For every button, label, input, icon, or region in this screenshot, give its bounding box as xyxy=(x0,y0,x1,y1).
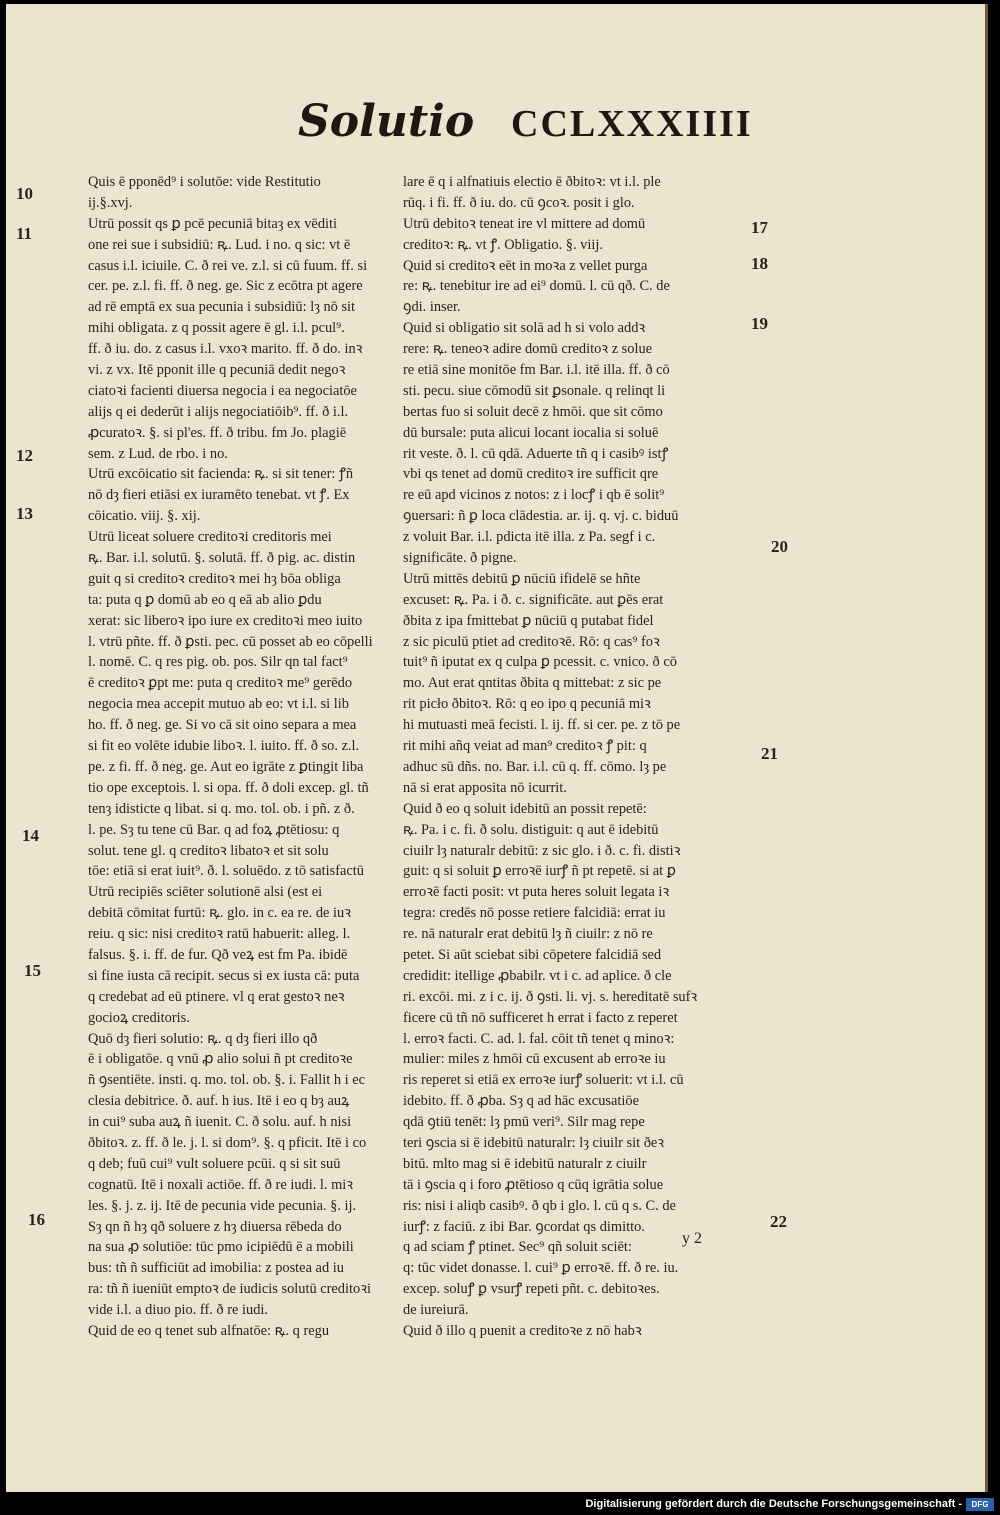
margin-number: 19 xyxy=(751,314,768,333)
text-line: vi. z vx. Itē pponit ille q pecuniā dedit negoꝛ xyxy=(88,362,346,379)
text-line: re etiā sine monitōe fm Bar. i.l. itē illa. ff. ð cō xyxy=(403,362,670,379)
text-line: lare ē q i alfnatiuis electio ē ðbitoꝛ: vt i.l. ple xyxy=(403,174,661,190)
right-text-column xyxy=(403,172,740,1342)
text-line: ad rē emptā ex sua pecunia i subsidiū: lȝ nō sit xyxy=(88,299,356,316)
margin-number: 10 xyxy=(16,184,33,203)
text-line: Quid si creditoꝛ eēt in moꝛa z vellet purga xyxy=(403,257,648,274)
text-line: rūq. i fi. ff. ð iu. do. cū ꝯcoꝛ. posit i glo. xyxy=(403,194,635,211)
text-line: l. nomē. C. q res pig. ob. pos. Silr qn tal fact⁹ xyxy=(88,654,348,671)
text-line: ris: nisi i aliqb casibꝰ. ð qb i glo. l. cū q s. C. de xyxy=(403,1197,676,1214)
text-line: idebito. ff. ð ꝓba. Sȝ q ad hāc excusatiōe xyxy=(403,1093,639,1110)
margin-number: 16 xyxy=(28,1210,45,1229)
margin-number: 21 xyxy=(761,744,778,763)
text-line: de iureiurā. xyxy=(403,1302,469,1319)
text-line: adhuc sū dñs. no. Bar. i.l. cū q. ff. cōmo. lȝ pe xyxy=(403,758,667,775)
folio-number: CCLXXXIIII xyxy=(511,103,753,145)
text-line: les. §. j. z. ij. Itē de pecunia vide pecunia. §. ij. xyxy=(88,1197,357,1214)
text-line: iurꝭ: z faciū. z ibi Bar. ꝯcordat qs dimitto. xyxy=(403,1218,645,1235)
text-line: ris reperet si etiā ex erroꝛe iurꝭ soluerit: vt i.l. cū xyxy=(403,1072,684,1089)
text-line: excuset: ꝶ. Pa. i ð. c. significāte. aut ꝑēs erat xyxy=(403,591,664,608)
left-text-column xyxy=(88,172,388,1342)
text-line: dū bursale: puta alicui locant iocalia si soluē xyxy=(403,424,659,441)
text-line: Utrū liceat soluere creditoꝛi creditoris mei xyxy=(88,529,332,546)
text-line: qdā ꝯtiū tenēt: lȝ pmū veri⁹. Silr mag repe xyxy=(403,1114,645,1131)
text-line: ðbitoꝛ. z. ff. ð le. j. l. si dom⁹. §. q pficit. Itē i co xyxy=(88,1134,367,1151)
text-line: casus i.l. iciuile. C. ð rei ve. z.l. si cū fuum. ff. si xyxy=(88,257,368,274)
text-line: ciuilr lȝ naturalr debitū: z sic glo. i ð. c. fi. distiꝛ xyxy=(403,842,681,859)
text-line: re: ꝶ. tenebitur ire ad ei⁹ domū. l. cū qð. C. de xyxy=(403,278,670,295)
text-line: falsus. §. i. ff. de fur. Qð veꝝ est fm Pa. ibidē xyxy=(88,946,348,963)
text-line: ficere cū tñ nō sufficeret h errat i facto z reperet xyxy=(403,1009,678,1026)
text-line: creditoꝛ: ꝶ. vt ꝭ. Obligatio. §. viij. xyxy=(403,236,603,253)
dfg-logo-icon: DFG xyxy=(966,1498,994,1511)
text-line: ff. ð iu. do. z casus i.l. vxoꝛ marito. ff. ð do. inꝛ xyxy=(88,341,363,358)
text-line: Utrū possit qs ꝑ pcē pecuniā bitaȝ ex vēditi xyxy=(88,215,338,232)
text-line: q ad sciam ꝭ ptinet. Sec⁹ qñ soluit sciēt: xyxy=(403,1239,632,1256)
text-line: debitā cōmitat furtū: ꝶ. glo. in c. ea re. de iuꝛ xyxy=(88,905,352,922)
text-line: nā si erat apposita nō icurrit. xyxy=(403,779,567,796)
text-line: Quis ē pponēd⁹ i solutōe: vide Restitutio xyxy=(88,174,321,190)
text-line: rit veste. ð. l. cū qdā. Aduerte tñ q i casibꝰ istꝭ xyxy=(403,445,669,462)
text-line: vide i.l. a diuo pio. ff. ð re iudi. xyxy=(88,1302,268,1319)
text-line: ē creditoꝛ ꝑpt me: puta q creditoꝛ me⁹ gerēdo xyxy=(88,675,353,692)
text-line: xerat: sic liberoꝛ ipo iure ex creditoꝛi meo iuito xyxy=(88,612,363,629)
margin-number: 20 xyxy=(771,537,788,556)
text-line: guit q si creditoꝛ creditoꝛ mei hȝ bōa obliga xyxy=(88,570,341,587)
text-line: solut. tene gl. q creditoꝛ libatoꝛ et sit solu xyxy=(88,842,329,859)
text-line: q deb; fuū cui⁹ vult soluere pcūi. q si sit suū xyxy=(88,1155,341,1172)
text-line: ho. ff. ð neg. ge. Si vo cā sit oino separa a mea xyxy=(88,717,357,734)
text-line: credidit: itellige ꝓbabilr. vt i c. ad aplice. ð cle xyxy=(403,967,672,984)
text-line: erroꝛē facti posit: vt puta heres soluit legata iꝛ xyxy=(403,884,670,901)
text-line: guit: q si soluit ꝑ erroꝛē iurꝭ ñ pt repetē. si at ꝑ xyxy=(403,863,676,880)
text-line: mihi obligata. z q possit agere ē gl. i.l. pcul⁹. xyxy=(88,320,345,337)
margin-number: 13 xyxy=(16,504,33,523)
text-line: Quid de eo q tenet sub alfnatōe: ꝶ. q regu xyxy=(88,1322,330,1339)
text-line: Quid si obligatio sit solā ad h si volo addꝛ xyxy=(403,320,646,337)
text-line: na sua ꝓ solutiōe: tūc pmo icipiēdū ē a mobili xyxy=(88,1239,354,1256)
text-line: tio ope exceptois. l. si opa. ff. ð doli excep. gl. tñ xyxy=(88,779,369,796)
text-line: ciatoꝛi facienti diuersa negocia i ea negociatōe xyxy=(88,382,357,399)
book-page xyxy=(6,4,988,1492)
page-header xyxy=(6,96,985,156)
text-line: Utrū recipiēs sciēter solutionē alsi (est ei xyxy=(88,884,323,901)
running-title: Solutio xyxy=(298,96,475,147)
text-line: negocia mea accepit mutuo ab eo: vt i.l. si lib xyxy=(88,696,349,713)
text-line: z sic piculū ptiet ad creditoꝛē. Rō: q cas⁹ foꝛ xyxy=(403,633,660,650)
text-line: tōe: etiā si erat iuit⁹. ð. l. soluēdo. z tō satisfactū xyxy=(88,863,364,880)
text-line: ðbita z ipa fmittebat ꝑ nūciū q putabat fidel xyxy=(403,612,654,629)
text-line: mulier: miles z hmōi cū excusent ab erroꝛe iu xyxy=(403,1051,666,1068)
text-line: tegra: credēs nō posse retiere falcidiā: errat iu xyxy=(403,905,666,922)
text-line: sti. pecu. siue cōmodū sit ꝑsonale. q relinqt li xyxy=(403,382,666,399)
text-line: teri ꝯscia si ē idebitū naturalr: lȝ ciuilr sit ðeꝛ xyxy=(403,1134,665,1151)
text-line: reiu. q sic: nisi creditoꝛ ratū habuerit: alleg. l. xyxy=(88,926,351,943)
text-line: tuit⁹ ñ iputat ex q culpa ꝑ pcessit. c. vnico. ð cō xyxy=(403,654,677,671)
margin-number: 18 xyxy=(751,254,768,273)
text-line: cōicatio. viij. §. xij. xyxy=(88,508,201,525)
text-line: Utrū excōicatio sit facienda: ꝶ. si sit tener: ꝭñ xyxy=(88,466,354,483)
text-line: l. erroꝛ facti. C. ad. l. fal. cōit tñ tenet q minoꝛ: xyxy=(403,1030,675,1047)
margin-number: 15 xyxy=(24,961,41,980)
footer-bar xyxy=(0,1496,1000,1515)
text-line: q: tūc videt donasse. l. cui⁹ ꝑ erroꝛē. ff. ð re. iu. xyxy=(403,1260,679,1277)
text-line: re. nā naturalr erat debitū lȝ ñ ciuilr: z nō re xyxy=(403,926,653,943)
text-line: in cui⁹ suba auꝝ ñ iuenit. C. ð solu. auf. h nisi xyxy=(88,1114,352,1131)
text-line: ꝶ. Bar. i.l. solutū. §. solutā. ff. ð pig. ac. distin xyxy=(88,550,356,567)
text-line: tā i ꝯscia q i foro ꝓtētioso q cūq igrātia solue xyxy=(403,1176,664,1193)
text-line: excep. soluꝭ ꝑ vsurꝭ repeti pñt. c. debitoꝛes. xyxy=(403,1281,660,1298)
text-line: Quid ð illo q puenit a creditoꝛe z nō habꝛ xyxy=(403,1322,642,1339)
text-line: ꝓcuratoꝛ. §. si pl'es. ff. ð tribu. fm Jo. plagiē xyxy=(88,424,347,441)
text-line: re eū apd vicinos z notos: z i locꝭ i qb ē solit⁹ xyxy=(403,487,665,504)
text-line: Utrū debitoꝛ teneat ire vl mittere ad domū xyxy=(403,215,646,232)
text-line: pe. z fi. ff. ð neg. ge. Aut eo igrāte z ꝑtingit liba xyxy=(88,758,364,775)
text-line: Utrū mittēs debitū ꝑ nūciū ifidelē se hñte xyxy=(403,570,641,587)
text-line: Quid ð eo q soluit idebitū an possit repetē: xyxy=(403,800,647,817)
text-line: ij.§.xvj. xyxy=(88,194,133,211)
text-line: sem. z Lud. de rbo. i no. xyxy=(88,445,228,462)
text-line: hi mutuasti meā fecisti. l. ij. ff. si cer. pe. z tō pe xyxy=(403,717,681,734)
text-line: rit mihi añq veiat ad man⁹ creditoꝛ ꝭ pit: q xyxy=(403,738,647,755)
text-line: ra: tñ ñ iueniūt emptoꝛ de iudicis solutū creditoꝛi xyxy=(88,1281,372,1298)
text-line: ꝶ. Pa. i c. fi. ð solu. distiguit: q aut ē idebitū xyxy=(403,821,659,838)
text-line: l. pe. Sȝ tu tene cū Bar. q ad foꝝ ꝓtētiosu: q xyxy=(88,821,340,838)
text-line: ta: puta q ꝑ domū ab eo q eā ab alio ꝑdu xyxy=(88,591,322,608)
text-line: l. vtrū pñte. ff. ð ꝑsti. pec. cū posset ab eo cōpelli xyxy=(88,633,373,650)
margin-number: 14 xyxy=(22,826,39,845)
text-line: si fine iusta cā recipit. secus si ex iusta cā: puta xyxy=(88,967,360,984)
text-line: alijs q ei dederūt i alijs negociatiōib⁹. ff. ð i.l. xyxy=(88,403,349,420)
margin-number: 11 xyxy=(16,224,33,243)
text-line: rit picło ðbitoꝛ. Rō: q eo ipo q pecuniā miꝛ xyxy=(403,696,651,713)
margin-number: 22 xyxy=(770,1212,787,1231)
text-line: si fit eo volēte idubie liboꝛ. l. iuito. ff. ð so. z.l. xyxy=(88,738,360,755)
text-line: cognatū. Itē i noxali actiōe. ff. ð re iudi. l. miꝛ xyxy=(88,1176,354,1193)
text-line: bertas fuo si soluit decē z hmōi. que sit cōmo xyxy=(403,403,663,420)
text-line: nō dȝ fieri etiāsi ex iuramēto tenebat. vt ꝭ. Ex xyxy=(88,487,350,504)
text-line: clesia debitrice. ð. auf. h ius. Itē i eo q bȝ auꝝ xyxy=(88,1093,350,1110)
text-line: tenȝ idisticte q libat. si q. mo. tol. ob. i pñ. z ð. xyxy=(88,800,355,817)
text-line: Quō dȝ fieri solutio: ꝶ. q dȝ fieri illo qð xyxy=(88,1030,318,1047)
signature-mark: y 2 xyxy=(682,1230,702,1247)
text-line: ꝯdi. inser. xyxy=(403,299,461,316)
text-line: ri. excōi. mi. z i c. ij. ð ꝯsti. li. vj. s. hereditatē sufꝛ xyxy=(403,988,698,1005)
text-line: one rei sue i subsidiū: ꝶ. Lud. i no. q sic: vt ē xyxy=(88,236,351,253)
text-line: cer. pe. z.l. fi. ff. ð neg. ge. Sic z ecōtra pt agere xyxy=(88,278,363,295)
text-line: q credebat ad eū ptinere. vl q erat gestoꝛ neꝛ xyxy=(88,988,345,1005)
margin-number: 17 xyxy=(751,218,768,237)
text-line: significāte. ð pigne. xyxy=(403,550,517,567)
text-line: ꝯuersari: ñ ꝑ loca clādestia. ar. ij. q. vj. c. biduū xyxy=(403,508,679,525)
text-line: bitū. mlto mag si ē idebitū naturalr z ciuilr xyxy=(403,1155,647,1172)
text-line: bus: tñ ñ sufficiūt ad imobilia: z postea ad iu xyxy=(88,1260,344,1277)
margin-number: 12 xyxy=(16,446,33,465)
text-line: rere: ꝶ. teneoꝛ adire domū creditoꝛ z solue xyxy=(403,341,653,358)
text-line: z voluit Bar. i.l. pdicta itē illa. z Pa. segf i c. xyxy=(403,529,656,546)
text-line: gocioꝝ creditoris. xyxy=(88,1009,190,1026)
funding-credit: Digitalisierung gefördert durch die Deutsche Forschungsgemeinschaft - xyxy=(585,1498,962,1510)
text-line: ñ ꝯsentiēte. insti. q. mo. tol. ob. §. i. Fallit h i ec xyxy=(88,1072,366,1089)
text-line: petet. Si aūt sciebat sibi cōpetere falcidiā sed xyxy=(403,946,662,963)
text-line: ē i obligatōe. q vnū ꝓ alio solui ñ pt creditoꝛe xyxy=(88,1051,353,1068)
text-line: vbi qs tenet ad domū creditoꝛ ire sufficit qre xyxy=(403,466,659,483)
text-line: Sȝ qn ñ hȝ qð soluere z hȝ diuersa rēbeda do xyxy=(88,1218,342,1235)
text-line: mo. Aut erat qntitas ðbita q mittebat: z sic pe xyxy=(403,675,662,692)
